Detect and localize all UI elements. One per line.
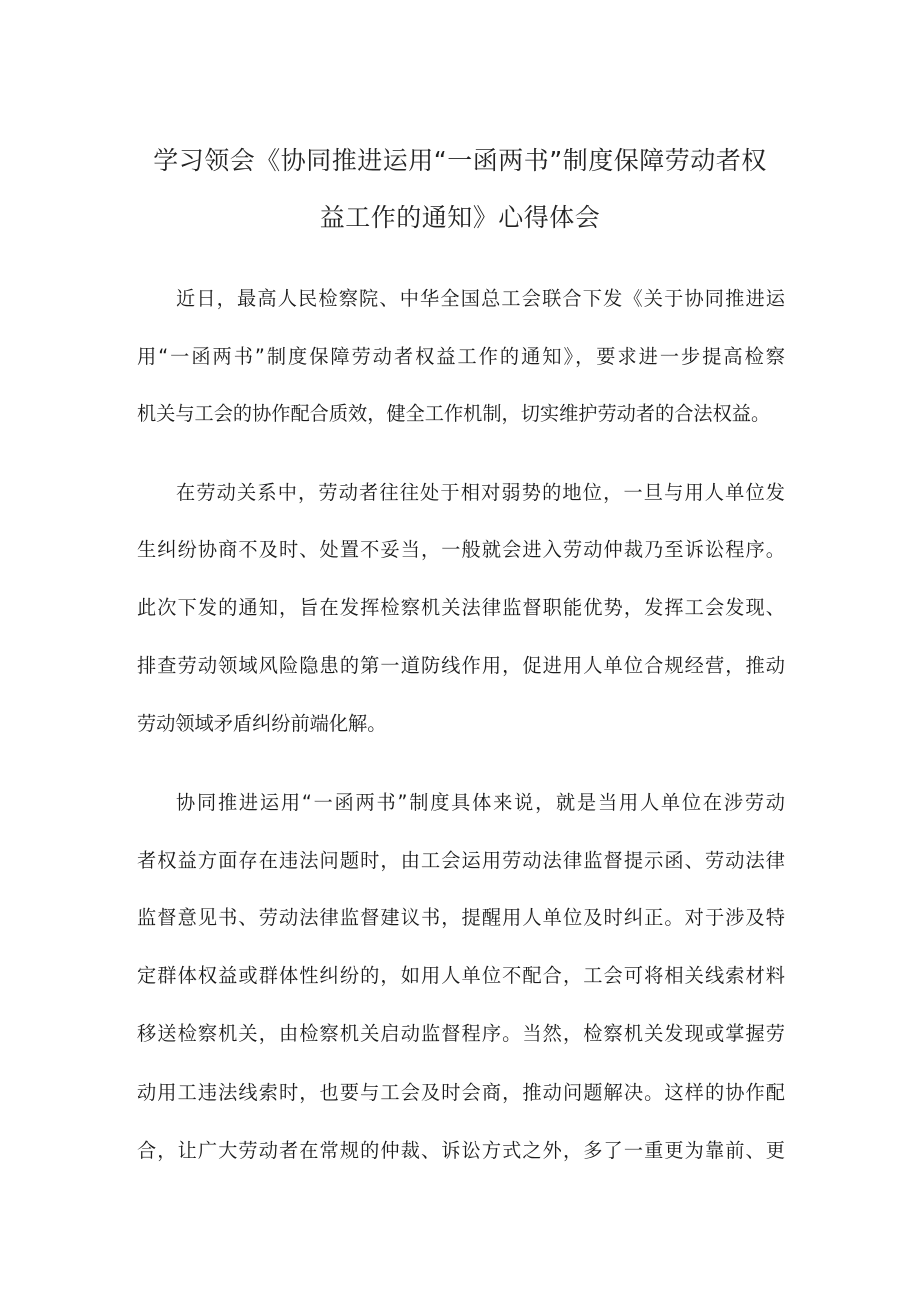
- paragraph-line: 排查劳动领域风险隐患的第一道防线作用，促进用人单位合规经营，推动: [137, 654, 785, 677]
- paragraph-line: 生纠纷协商不及时、处置不妥当，一般就会进入劳动仲裁乃至诉讼程序。: [137, 538, 785, 561]
- document-title-line-1: 学习领会《协同推进运用“一函两书”制度保障劳动者权: [153, 146, 767, 175]
- paragraph-line: 机关与工会的协作配合质效，健全工作机制，切实维护劳动者的合法权益。: [137, 402, 771, 425]
- paragraph-line: 监督意见书、劳动法律监督建议书，提醒用人单位及时纠正。对于涉及特: [137, 906, 785, 929]
- paragraph-line: 移送检察机关，由检察机关启动监督程序。当然，检察机关发现或掌握劳: [137, 1022, 785, 1045]
- paragraph-line: 动用工违法线索时，也要与工会及时会商，推动问题解决。这样的协作配: [137, 1081, 785, 1104]
- paragraph-line: 者权益方面存在违法问题时，由工会运用劳动法律监督提示函、劳动法律: [137, 849, 785, 872]
- paragraph-line: 合，让广大劳动者在常规的仲裁、诉讼方式之外，多了一重更为靠前、更: [137, 1139, 785, 1162]
- paragraph-line: 近日，最高人民检察院、中华全国总工会联合下发《关于协同推进运: [176, 287, 785, 310]
- paragraph-line: 定群体权益或群体性纠纷的，如用人单位不配合，工会可将相关线索材料: [137, 964, 785, 987]
- paragraph-line: 此次下发的通知，旨在发挥检察机关法律监督职能优势，发挥工会发现、: [137, 596, 785, 619]
- paragraph-line: 用“一函两书”制度保障劳动者权益工作的通知》，要求进一步提高检察: [137, 345, 785, 368]
- paragraph-line: 在劳动关系中，劳动者往往处于相对弱势的地位，一旦与用人单位发: [176, 481, 785, 504]
- document-title-line-2: 益工作的通知》心得体会: [319, 203, 601, 232]
- paragraph-line: 劳动领域矛盾纠纷前端化解。: [137, 712, 387, 735]
- paragraph-line: 协同推进运用“一函两书”制度具体来说，就是当用人单位在涉劳动: [176, 791, 785, 814]
